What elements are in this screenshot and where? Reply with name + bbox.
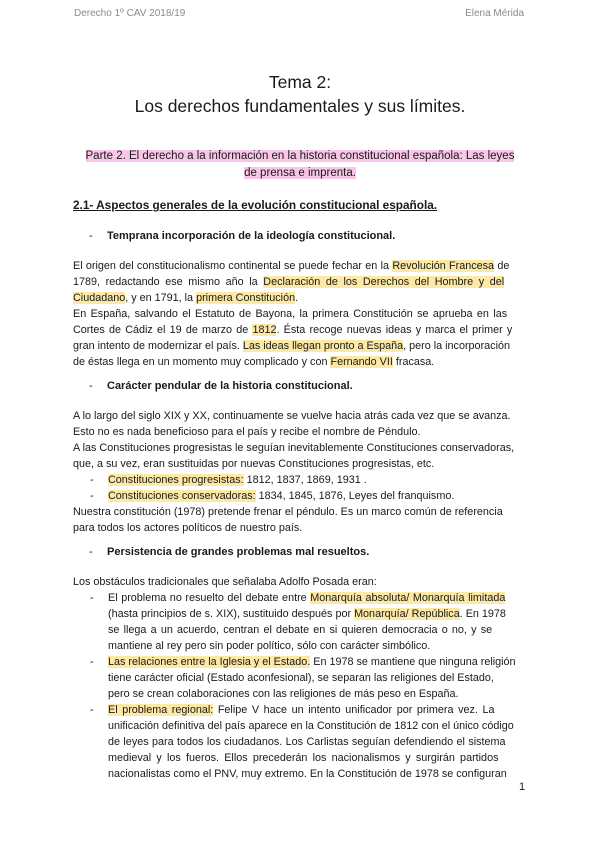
- text: En España, salvando el Estatuto de Bayona, la primera Constitución se aprueba en las: [73, 308, 508, 320]
- text: de: [494, 260, 510, 272]
- text: tiene carácter oficial (Estado aconfesional), se separan las religiones del Estado,: [108, 672, 494, 684]
- text: de éstas llega en un momento muy complicado y con: [73, 356, 331, 368]
- dash: -: [89, 380, 93, 392]
- text: (hasta principios de s. XIX), sustituido después por: [108, 608, 355, 620]
- text: que, a su vez, eran sustituidas por nuevas Constituciones progresistas, etc.: [73, 458, 435, 470]
- text: A las Constituciones progresistas le seguían inevitablemente Constituciones conservadoras,: [73, 442, 515, 454]
- text: El origen del constitucionalismo continental se puede fechar en la: [73, 260, 393, 272]
- highlight: Las ideas llegan pronto a España: [242, 340, 404, 352]
- list-item-progressive: [90, 472, 528, 488]
- highlight: Ciudadano: [73, 292, 126, 304]
- text: Esto no es nada beneficioso para el país y recibe el nombre de Péndulo.: [73, 426, 421, 438]
- list-item-regional: [90, 702, 528, 782]
- paragraph-origin: [73, 258, 528, 306]
- highlight: Fernando VII: [330, 356, 393, 368]
- highlight: Las relaciones entre la Iglesia y el Estado.: [108, 656, 311, 668]
- text: A lo largo del siglo XIX y XX, continuamente se vuelve hacia atrás cada vez que se avanza.: [73, 410, 511, 422]
- paragraph-obstacles-intro: [73, 574, 528, 590]
- text: Los obstáculos tradicionales que señalaba Adolfo Posada eran:: [73, 576, 377, 588]
- text: Nuestra constitución (1978) pretende frenar el péndulo. Es un marco común de referencia: [73, 506, 503, 518]
- text: , y en 1791, la: [125, 292, 197, 304]
- header-author: Elena Mérida: [465, 8, 524, 19]
- bullet-heading-1: [89, 230, 395, 242]
- dash: -: [90, 490, 94, 502]
- text: Cortes de Cádiz el 19 de marzo de: [73, 324, 253, 336]
- highlight: 1812: [252, 324, 277, 336]
- text: mantiene al rey pero sin poder político, sólo con carácter simbólico.: [108, 640, 431, 652]
- text: pero se crean colaboraciones con las religiones de más peso en España.: [108, 688, 459, 700]
- text: medieval y los fueros. Ellos precederán los nacionalismos y surgirán partidos: [108, 752, 499, 764]
- text: para todos los actores políticos de nuestro país.: [73, 522, 303, 534]
- bullet-heading-3-text: Persistencia de grandes problemas mal resueltos.: [107, 546, 370, 558]
- text: El problema no resuelto del debate entre: [108, 592, 311, 604]
- dash: -: [90, 592, 94, 604]
- highlight: primera Constitución: [196, 292, 296, 304]
- text: . En 1978: [459, 608, 506, 620]
- text: 1789, redactando ese mismo año la: [73, 276, 264, 288]
- list-item-monarchy: [90, 590, 528, 654]
- list-item-church-state: [90, 654, 528, 702]
- page-number: 1: [519, 781, 526, 793]
- bullet-heading-3: [89, 546, 369, 558]
- highlight: Monarquía absoluta/ Monarquía limitada: [310, 592, 506, 604]
- dash: -: [90, 656, 94, 668]
- text: fracasa.: [392, 356, 435, 368]
- paragraph-1978: [73, 504, 528, 536]
- highlight: Constituciones progresistas:: [108, 474, 244, 486]
- header-course: Derecho 1º CAV 2018/19: [74, 8, 186, 19]
- bullet-heading-1-text: Temprana incorporación de la ideología constitucional.: [107, 230, 396, 242]
- dash: -: [89, 546, 93, 558]
- title-line-2: Los derechos fundamentales y sus límites.: [134, 96, 466, 116]
- highlight: El problema regional:: [108, 704, 214, 716]
- title-line-1: Tema 2:: [268, 72, 332, 92]
- text: 1834, 1845, 1876, Leyes del franquismo.: [255, 490, 455, 502]
- text: . Ésta recoge nuevas ideas y marca el primer y: [276, 324, 513, 336]
- subtitle: [60, 148, 540, 182]
- text: unificación definitiva del país aparece en la Constitución de 1812 con el único código: [108, 720, 514, 732]
- text: 1812, 1837, 1869, 1931 .: [243, 474, 367, 486]
- dash: -: [90, 704, 94, 716]
- highlight: Constituciones conservadoras:: [108, 490, 256, 502]
- text: gran intento de modernizar el país.: [73, 340, 243, 352]
- text: de leyes para todos los ciudadanos. Los Carlistas seguían defendiendo el sistema: [108, 736, 506, 748]
- section-title: 2.1- Aspectos generales de la evolución constitucional española.: [73, 198, 438, 212]
- text: se llega a un acuerdo, centran el debate en si quieren democracia o no, y se: [108, 624, 493, 636]
- highlight: Declaración de los Derechos del Hombre y del: [263, 276, 505, 288]
- text: , pero la incorporación: [403, 340, 510, 352]
- bullet-heading-2: [89, 380, 353, 392]
- paragraph-spain: [73, 306, 528, 370]
- text: .: [295, 292, 299, 304]
- subtitle-line-1: Parte 2. El derecho a la información en la historia constitucional española: Las leyes: [85, 150, 515, 162]
- text: nacionalistas como el PNV, muy extremo. En la Constitución de 1978 se configuran: [108, 768, 507, 780]
- highlight: Revolución Francesa: [392, 260, 495, 272]
- dash: -: [90, 474, 94, 486]
- paragraph-pendulum: [73, 408, 528, 472]
- highlight: Monarquía/ República: [354, 608, 460, 620]
- bullet-heading-2-text: Carácter pendular de la historia constitucional.: [107, 380, 353, 392]
- list-item-conservative: [90, 488, 528, 504]
- dash: -: [89, 230, 93, 242]
- text: En 1978 se mantiene que ninguna religión: [310, 656, 516, 668]
- text: Felipe V hace un intento unificador por primera vez. La: [213, 704, 495, 716]
- subtitle-line-2: de prensa e imprenta.: [244, 167, 356, 179]
